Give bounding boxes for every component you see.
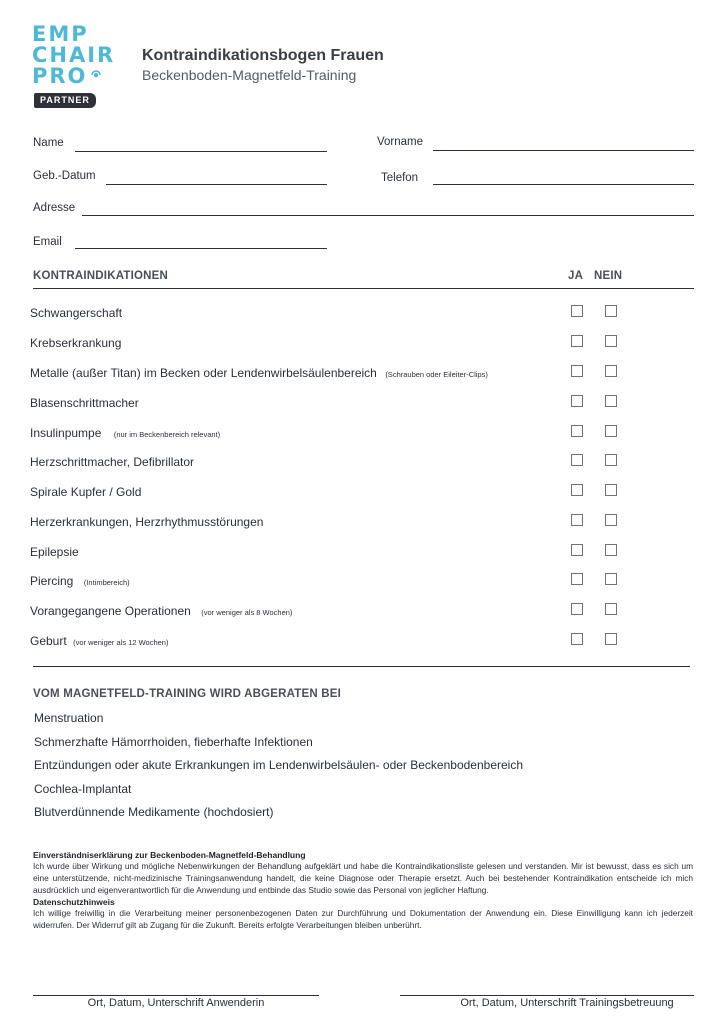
item-label: Schwangerschaft <box>30 306 123 320</box>
logo <box>32 24 122 110</box>
item-label: Metalle (außer Titan) im Becken oder Lendenwirbelsäulenbereich <box>30 366 377 380</box>
item-label: Epilepsie <box>30 545 79 559</box>
section-divider <box>33 666 690 667</box>
signature-label-right: Ort, Datum, Unterschrift Trainingsbetreuung <box>460 997 674 1009</box>
item-note: (vor weniger als 8 Wochen) <box>201 608 293 617</box>
ja-checkbox[interactable] <box>571 395 583 407</box>
nein-checkbox[interactable] <box>605 544 617 556</box>
partner-badge: PARTNER <box>34 93 96 108</box>
nein-checkbox[interactable] <box>605 395 617 407</box>
ja-checkbox[interactable] <box>571 335 583 347</box>
advised-item: Entzündungen oder akute Erkrankungen im Lendenwirbelsäulen- oder Beckenbodenbereich <box>34 758 523 772</box>
ja-checkbox[interactable] <box>571 425 583 437</box>
list-item <box>30 364 694 380</box>
item-note: (Intimbereich) <box>83 578 130 587</box>
col-ja-label: JA <box>568 270 584 282</box>
nein-checkbox[interactable] <box>605 335 617 347</box>
item-label: Blasenschrittmacher <box>30 396 139 410</box>
nein-checkbox[interactable] <box>605 425 617 437</box>
item-note: (Schrauben oder Eileiter-Clips) <box>385 370 488 379</box>
ja-checkbox[interactable] <box>571 573 583 585</box>
ja-checkbox[interactable] <box>571 365 583 377</box>
name-field[interactable] <box>75 151 327 152</box>
ja-checkbox[interactable] <box>571 454 583 466</box>
nein-checkbox[interactable] <box>605 305 617 317</box>
nein-checkbox[interactable] <box>605 454 617 466</box>
page-title: Kontraindikationsbogen Frauen <box>142 47 384 64</box>
ja-checkbox[interactable] <box>571 603 583 615</box>
list-item <box>30 513 694 529</box>
list-item <box>30 424 694 440</box>
telefon-label: Telefon <box>381 172 419 184</box>
signature-line-left[interactable] <box>33 995 319 996</box>
privacy-text: Ich willige freiwillig in die Verarbeitung meiner personenbezogenen Daten zur Durchführung und Dokumentation der Anwendung ein. Diese Einwilligung kann ich jederzeit widerrufen. Der Widerruf gilt ab Zugang für die Zukunft. Bereits erfolgte Verarbeitungen bleiben unberührt. <box>33 908 693 930</box>
list-item <box>30 453 694 469</box>
vorname-field[interactable] <box>433 150 694 151</box>
page-subtitle: Beckenboden-Magnetfeld-Training <box>142 67 357 83</box>
declaration-block <box>33 850 693 931</box>
col-nein-label: NEIN <box>594 270 623 282</box>
item-label: Piercing <box>30 574 74 588</box>
privacy-title: Datenschutzhinweis <box>33 897 115 907</box>
list-item <box>30 543 694 559</box>
ja-checkbox[interactable] <box>571 544 583 556</box>
advised-item: Schmerzhafte Hämorrhoiden, fieberhafte Infektionen <box>34 735 313 749</box>
signature-line-right[interactable] <box>400 995 694 996</box>
name-label: Name <box>33 137 64 149</box>
nein-checkbox[interactable] <box>605 484 617 496</box>
advised-item: Menstruation <box>34 711 104 725</box>
item-label: Herzschrittmacher, Defibrillator <box>30 455 195 469</box>
ja-checkbox[interactable] <box>571 484 583 496</box>
nein-checkbox[interactable] <box>605 514 617 526</box>
geburtsdatum-label: Geb.-Datum <box>33 170 96 182</box>
signal-icon <box>89 68 103 82</box>
contraindications-heading: KONTRAINDIKATIONEN <box>33 270 168 282</box>
nein-checkbox[interactable] <box>605 365 617 377</box>
ja-checkbox[interactable] <box>571 514 583 526</box>
adresse-field[interactable] <box>82 215 694 216</box>
ja-checkbox[interactable] <box>571 633 583 645</box>
item-label: Spirale Kupfer / Gold <box>30 485 142 499</box>
item-label: Vorangegangene Operationen <box>30 604 191 618</box>
item-label: Herzerkrankungen, Herzrhythmusstörungen <box>30 515 264 529</box>
ja-checkbox[interactable] <box>571 305 583 317</box>
item-label: Krebserkrankung <box>30 336 122 350</box>
item-note: (vor weniger als 12 Wochen) <box>73 638 169 647</box>
item-note: (nur im Beckenbereich relevant) <box>113 430 221 439</box>
list-item <box>30 394 694 410</box>
advised-item: Cochlea-Implantat <box>34 782 132 796</box>
list-item <box>30 632 694 648</box>
signature-label-left: Ort, Datum, Unterschrift Anwenderin <box>87 997 265 1009</box>
vorname-label: Vorname <box>377 136 424 148</box>
item-label: Insulinpumpe <box>30 426 102 440</box>
list-item <box>30 572 694 588</box>
declaration-text: Ich wurde über Wirkung und mögliche Nebenwirkungen der Behandlung aufgeklärt und habe die Kontraindikationsliste gelesen und verstanden. Mir ist bewusst, dass es sich um eine unterstützende, nicht-medizinische Trainingsanwendung handelt, die keine Diagnose oder Therapie ersetzt. Auch bei bestehender Kontraindikation entscheide ich mich ausdrücklich und eigenverantwortlich für die Anwendung und entbinde das Studio sowie das Personal von jeglicher Haftung. <box>33 861 693 895</box>
email-label: Email <box>33 236 62 248</box>
declaration-title: Einverständniserklärung zur Beckenboden-Magnetfeld-Behandlung <box>33 850 306 860</box>
list-item <box>30 334 694 350</box>
list-item <box>30 304 694 320</box>
logo-line-1: EMP <box>32 22 89 46</box>
advised-item: Blutverdünnende Medikamente (hochdosiert) <box>34 805 274 819</box>
advised-against-heading: VOM MAGNETFELD-TRAINING WIRD ABGERATEN BEI <box>33 688 342 700</box>
geburtsdatum-field[interactable] <box>106 184 327 185</box>
email-field[interactable] <box>75 248 327 249</box>
adresse-label: Adresse <box>33 202 76 214</box>
item-label: Geburt <box>30 634 67 648</box>
logo-line-2: CHAIR <box>32 43 116 67</box>
nein-checkbox[interactable] <box>605 573 617 585</box>
list-item <box>30 602 694 618</box>
nein-checkbox[interactable] <box>605 633 617 645</box>
nein-checkbox[interactable] <box>605 603 617 615</box>
telefon-field[interactable] <box>433 184 694 185</box>
logo-line-3: PRO <box>32 64 88 88</box>
list-item <box>30 483 694 499</box>
contraindications-divider <box>33 288 694 289</box>
